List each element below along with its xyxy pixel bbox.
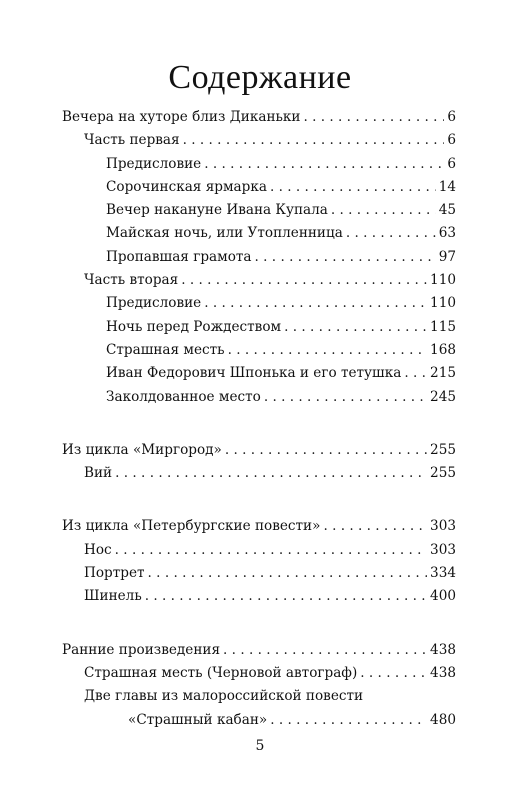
toc-entry-title: «Страшный кабан» — [128, 711, 268, 728]
toc-entry[interactable] — [106, 222, 456, 245]
toc-entry[interactable] — [106, 153, 456, 176]
toc-entry-page: 110 — [430, 272, 456, 289]
dot-leader — [331, 199, 436, 222]
toc-entry[interactable] — [84, 269, 456, 292]
toc-entry[interactable] — [84, 562, 456, 585]
toc-section — [0, 639, 520, 732]
toc-entry[interactable] — [106, 176, 456, 199]
toc-entry[interactable] — [84, 685, 456, 708]
toc-entry-page: 14 — [438, 178, 456, 195]
toc-entry-page: 480 — [430, 711, 456, 728]
toc-entry-page: 255 — [430, 465, 456, 482]
toc-entry[interactable] — [106, 362, 456, 385]
dot-leader — [228, 339, 427, 362]
dot-leader — [181, 269, 427, 292]
toc-entry-title: Ночь перед Рождеством — [106, 318, 282, 335]
toc-entry-page: 6 — [447, 132, 456, 149]
toc-entry[interactable] — [62, 639, 456, 662]
toc-entry-title: Шинель — [84, 588, 142, 605]
toc-entry[interactable] — [62, 515, 456, 538]
dot-leader — [225, 439, 427, 462]
toc-entry-title: Майская ночь, или Утопленница — [106, 225, 343, 242]
toc-section — [0, 439, 520, 486]
toc-entry-page: 115 — [430, 318, 456, 335]
toc-entry-title: Из цикла «Миргород» — [62, 441, 222, 458]
toc-entry[interactable] — [84, 539, 456, 562]
toc-entry-page: 438 — [430, 664, 456, 681]
toc-entry[interactable] — [128, 709, 456, 732]
toc-entry-page: 303 — [430, 541, 456, 558]
dot-leader — [148, 562, 428, 585]
toc-entry-title: Вечера на хуторе близ Диканьки — [62, 109, 301, 125]
toc-entry-page: 6 — [447, 155, 456, 172]
toc-entry-page: 400 — [430, 588, 456, 605]
toc-entry-title: Вечер накануне Ивана Купала — [106, 202, 328, 219]
toc-entry-title: Сорочинская ярмарка — [106, 178, 267, 195]
toc-entry-title: Предисловие — [106, 155, 202, 172]
toc-entry-title: Иван Федорович Шпонька и его тетушка — [106, 365, 402, 382]
toc-entry-title: Заколдованное место — [106, 388, 261, 405]
dot-leader — [303, 106, 444, 129]
toc-entry[interactable] — [62, 106, 456, 129]
dot-leader — [183, 129, 445, 152]
toc-entry-page: 110 — [430, 295, 456, 312]
dot-leader — [115, 539, 427, 562]
table-of-contents — [0, 106, 520, 762]
dot-leader — [284, 316, 427, 339]
toc-entry-title: Вий — [84, 465, 113, 482]
toc-entry-title: Часть первая — [84, 132, 180, 149]
toc-entry-page: 334 — [430, 565, 456, 582]
toc-entry-page: 215 — [430, 365, 456, 382]
toc-section — [0, 515, 520, 608]
toc-entry-page: 438 — [430, 641, 456, 658]
toc-section — [0, 106, 520, 409]
toc-entry-title: Страшная месть — [106, 341, 225, 358]
toc-entry-page: 303 — [430, 518, 456, 535]
dot-leader — [115, 462, 427, 485]
toc-entry-title: Пропавшая грамота — [106, 248, 252, 265]
toc-entry[interactable] — [106, 316, 456, 339]
toc-entry[interactable] — [106, 339, 456, 362]
toc-entry-page: 45 — [438, 202, 456, 219]
toc-entry-page: 63 — [438, 225, 456, 242]
toc-entry-page: 245 — [430, 388, 456, 405]
toc-entry-page: 6 — [447, 109, 456, 125]
dot-leader — [346, 222, 436, 245]
toc-entry-page: 168 — [430, 341, 456, 358]
toc-entry-page: 255 — [430, 441, 456, 458]
dot-leader — [255, 246, 436, 269]
toc-entry[interactable] — [62, 439, 456, 462]
dot-leader — [360, 662, 427, 685]
dot-leader — [264, 386, 427, 409]
toc-entry[interactable] — [84, 462, 456, 485]
toc-entry[interactable] — [106, 292, 456, 315]
dot-leader — [223, 639, 427, 662]
dot-leader — [204, 153, 444, 176]
dot-leader — [323, 515, 427, 538]
toc-entry-title: Страшная месть (Черновой автограф) — [84, 664, 358, 681]
toc-entry[interactable] — [84, 662, 456, 685]
toc-entry-title: Часть вторая — [84, 272, 179, 289]
toc-entry[interactable] — [106, 246, 456, 269]
toc-entry[interactable] — [106, 386, 456, 409]
toc-entry[interactable] — [84, 585, 456, 608]
dot-leader — [145, 585, 427, 608]
toc-entry-title: Из цикла «Петербургские повести» — [62, 518, 321, 535]
toc-entry-title: Ранние произведения — [62, 641, 221, 658]
page-title: Содержание — [168, 59, 352, 96]
dot-leader — [404, 362, 427, 385]
toc-entry-page: 97 — [438, 248, 456, 265]
dot-leader — [270, 709, 427, 732]
toc-entry-title: Две главы из малороссийской повести — [84, 688, 364, 705]
toc-entry[interactable] — [106, 199, 456, 222]
page-number: 5 — [255, 738, 265, 754]
toc-entry[interactable] — [84, 129, 456, 152]
toc-entry-title: Предисловие — [106, 295, 202, 312]
dot-leader — [204, 292, 427, 315]
toc-entry-title: Нос — [84, 541, 112, 558]
dot-leader — [270, 176, 436, 199]
toc-entry-title: Портрет — [84, 565, 145, 582]
